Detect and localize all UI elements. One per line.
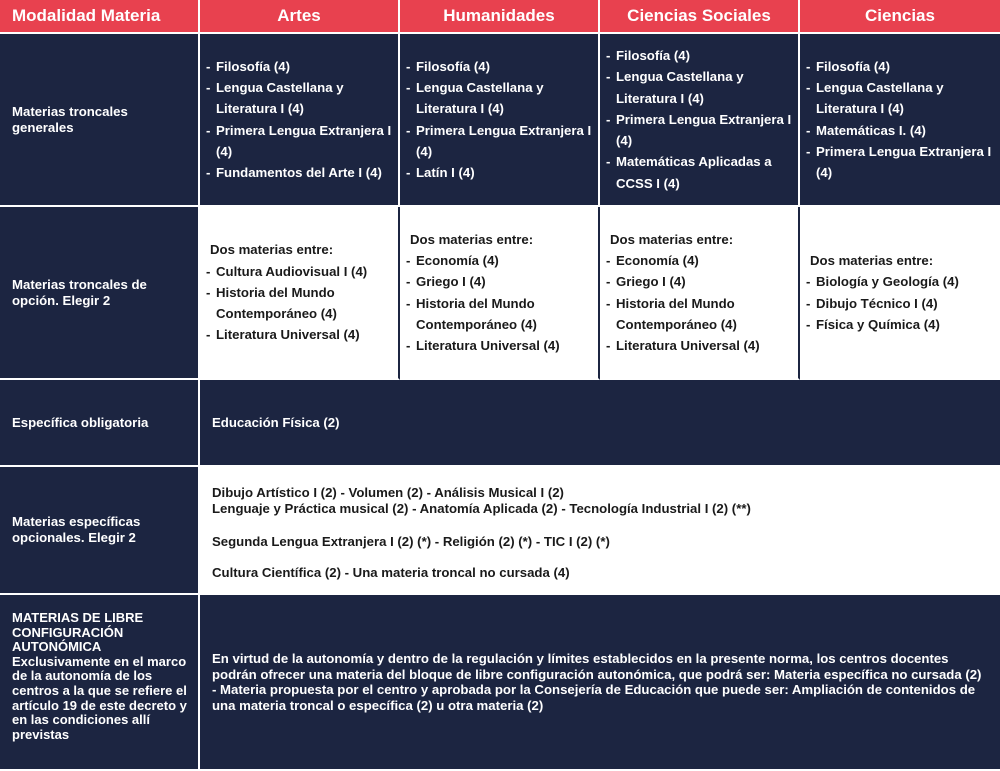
subject-list-item xyxy=(406,293,592,336)
choice-intro: Dos materias entre: xyxy=(210,242,334,258)
bullet-dash: - xyxy=(606,154,611,170)
subject-list-item xyxy=(206,261,392,282)
subject-name: Primera Lengua Extranjera I (4) xyxy=(816,143,992,181)
subject-list xyxy=(400,250,598,356)
bullet-dash: - xyxy=(806,79,811,95)
subject-list-item xyxy=(406,250,592,271)
subject-list-item xyxy=(606,151,792,194)
bullet-dash: - xyxy=(806,143,811,159)
subject-name: Biología y Geología (4) xyxy=(816,274,959,290)
subject-name: Física y Química (4) xyxy=(816,316,940,332)
subject-name: Historia del Mundo Contemporáneo (4) xyxy=(416,295,537,332)
subject-name: Fundamentos del Arte I (4) xyxy=(216,165,382,181)
choice-intro: Dos materias entre: xyxy=(610,231,734,247)
bullet-dash: - xyxy=(406,338,411,354)
subject-name: Historia del Mundo Contemporáneo (4) xyxy=(616,295,737,332)
subject-name: Primera Lengua Extranjera I (4) xyxy=(216,122,392,159)
libre-configuracion-note: Exclusivamente en el marco de la autonomía de los centros a la que se refiere el artículo 19 de este decreto y en las condiciones allí previstas xyxy=(12,653,187,742)
bullet-dash: - xyxy=(806,58,811,74)
subject-name: Lengua Castellana y Literatura I (4) xyxy=(216,79,344,117)
especifica-obligatoria-value: Educación Física (2) xyxy=(200,380,1000,467)
troncales-opcion-artes xyxy=(200,207,400,380)
subject-name: Primera Lengua Extranjera I (4) xyxy=(616,111,792,149)
subject-list-item xyxy=(806,77,994,120)
bullet-dash: - xyxy=(606,295,611,311)
choice-intro: Dos materias entre: xyxy=(810,252,934,268)
subject-list-item xyxy=(806,141,994,184)
subject-list-item xyxy=(606,271,792,292)
bullet-dash: - xyxy=(406,252,411,268)
subject-list-item xyxy=(206,77,392,120)
subject-name: Latín I (4) xyxy=(416,165,475,181)
subject-name: Filosofía (4) xyxy=(616,47,690,63)
row-label-especificas-opcionales: Materias específicas opcionales. Elegir 2 xyxy=(0,467,200,595)
subject-name: Filosofía (4) xyxy=(816,58,890,74)
row-label-troncales-generales: Materias troncales generales xyxy=(0,34,200,207)
header-modalidad-materia: Modalidad Materia xyxy=(0,0,200,34)
subject-list-item xyxy=(806,314,994,335)
optional-line-3: Segunda Lengua Extranjera I (2) (*) - Religión (2) (*) - TIC I (2) (*) xyxy=(212,534,610,549)
header-humanidades: Humanidades xyxy=(400,0,600,34)
bullet-dash: - xyxy=(206,122,211,138)
subject-list-item xyxy=(206,282,392,325)
optional-line-1: Dibujo Artístico I (2) - Volumen (2) - Análisis Musical I (2) xyxy=(212,485,564,500)
bullet-dash: - xyxy=(406,122,411,138)
bullet-dash: - xyxy=(606,69,611,85)
especificas-opcionales-content xyxy=(200,467,1000,595)
subject-name: Lengua Castellana y Literatura I (4) xyxy=(816,79,944,117)
troncales-opcion-humanidades xyxy=(400,207,600,380)
bullet-dash: - xyxy=(606,274,611,290)
subject-list xyxy=(600,45,798,194)
subject-name: Economía (4) xyxy=(616,252,699,268)
optional-line-4: Cultura Científica (2) - Una materia troncal no cursada (4) xyxy=(212,565,570,580)
subject-name: Lengua Castellana y Literatura I (4) xyxy=(416,79,544,117)
subject-name: Dibujo Técnico I (4) xyxy=(816,295,938,311)
subject-name: Primera Lengua Extranjera I (4) xyxy=(416,122,592,159)
subject-list-item xyxy=(406,162,592,183)
bullet-dash: - xyxy=(406,58,411,74)
bullet-dash: - xyxy=(406,274,411,290)
bullet-dash: - xyxy=(206,165,211,181)
subject-name: Literatura Universal (4) xyxy=(416,338,560,354)
row-label-troncales-opcion: Materias troncales de opción. Elegir 2 xyxy=(0,207,200,380)
bullet-dash: - xyxy=(206,327,211,343)
bullet-dash: - xyxy=(806,274,811,290)
bullet-dash: - xyxy=(606,111,611,127)
choice-intro: Dos materias entre: xyxy=(410,231,534,247)
subject-name: Literatura Universal (4) xyxy=(616,338,760,354)
subject-list xyxy=(600,250,798,356)
subject-name: Literatura Universal (4) xyxy=(216,327,360,343)
subject-name: Economía (4) xyxy=(416,252,499,268)
header-artes: Artes xyxy=(200,0,400,34)
subject-name: Griego I (4) xyxy=(416,274,486,290)
bullet-dash: - xyxy=(206,58,211,74)
subject-list-item xyxy=(406,120,592,163)
bullet-dash: - xyxy=(406,295,411,311)
subject-name: Matemáticas Aplicadas a CCSS I (4) xyxy=(616,154,772,191)
subject-list-item xyxy=(406,77,592,120)
bullet-dash: - xyxy=(806,295,811,311)
subject-list-item xyxy=(406,335,592,356)
bullet-dash: - xyxy=(206,263,211,279)
bullet-dash: - xyxy=(206,79,211,95)
subject-list-item xyxy=(806,56,994,77)
subject-list xyxy=(800,271,1000,335)
troncales-opcion-ciencias xyxy=(800,207,1000,380)
troncales-generales-ciencias-sociales xyxy=(600,34,800,207)
subject-list-item xyxy=(806,271,994,292)
header-ciencias: Ciencias xyxy=(800,0,1000,34)
subject-list-item xyxy=(406,271,592,292)
bullet-dash: - xyxy=(606,338,611,354)
subject-name: Filosofía (4) xyxy=(216,58,290,74)
subject-name: Filosofía (4) xyxy=(416,58,490,74)
subject-name: Griego I (4) xyxy=(616,274,686,290)
subject-list-item xyxy=(806,120,994,141)
subject-list-item xyxy=(606,293,792,336)
row-label-libre-configuracion xyxy=(0,595,200,771)
bullet-dash: - xyxy=(806,122,811,138)
bullet-dash: - xyxy=(606,47,611,63)
bullet-dash: - xyxy=(406,165,411,181)
optional-line-2: Lenguaje y Práctica musical (2) - Anatomía Aplicada (2) - Tecnología Industrial I (2) (**) xyxy=(212,501,751,516)
libre-configuracion-title: MATERIAS DE LIBRE CONFIGURACIÓN AUTONÓMICA xyxy=(12,610,144,655)
subject-list xyxy=(200,261,398,346)
troncales-opcion-ciencias-sociales xyxy=(600,207,800,380)
bullet-dash: - xyxy=(206,284,211,300)
subject-list-item xyxy=(606,109,792,152)
subject-list-item xyxy=(206,120,392,163)
subject-list-item xyxy=(806,293,994,314)
subject-list-item xyxy=(406,56,592,77)
bullet-dash: - xyxy=(606,252,611,268)
subject-list-item xyxy=(606,250,792,271)
subject-list-item xyxy=(206,56,392,77)
subject-name: Lengua Castellana y Literatura I (4) xyxy=(616,69,744,106)
row-label-especifica-obligatoria: Específica obligatoria xyxy=(0,380,200,467)
subject-list-item xyxy=(606,45,792,66)
libre-configuracion-text: En virtud de la autonomía y dentro de la regulación y límites establecidos en la presente norma, los centros docentes podrán ofrecer una materia del bloque de libre configuración autonómica, que podrá ser: Materia específica no cursada (2) - Materia propuesta por el centro y aprobada por la Consejería de Educación que puede ser: Ampliación de contenidos de una materia troncal o específica (2) u otra materia (2) xyxy=(200,595,1000,771)
troncales-generales-humanidades xyxy=(400,34,600,207)
subject-list-item xyxy=(206,162,392,183)
subject-list-item xyxy=(606,66,792,109)
subject-list-item xyxy=(206,324,392,345)
subject-list xyxy=(200,56,398,184)
subject-name: Historia del Mundo Contemporáneo (4) xyxy=(216,284,337,322)
header-ciencias-sociales: Ciencias Sociales xyxy=(600,0,800,34)
troncales-generales-ciencias xyxy=(800,34,1000,207)
subject-list xyxy=(800,56,1000,184)
subject-name: Cultura Audiovisual I (4) xyxy=(216,263,368,279)
subject-list xyxy=(400,56,598,184)
troncales-generales-artes xyxy=(200,34,400,207)
bullet-dash: - xyxy=(806,316,811,332)
subject-name: Matemáticas I. (4) xyxy=(816,122,926,138)
subject-list-item xyxy=(606,335,792,356)
bullet-dash: - xyxy=(406,79,411,95)
